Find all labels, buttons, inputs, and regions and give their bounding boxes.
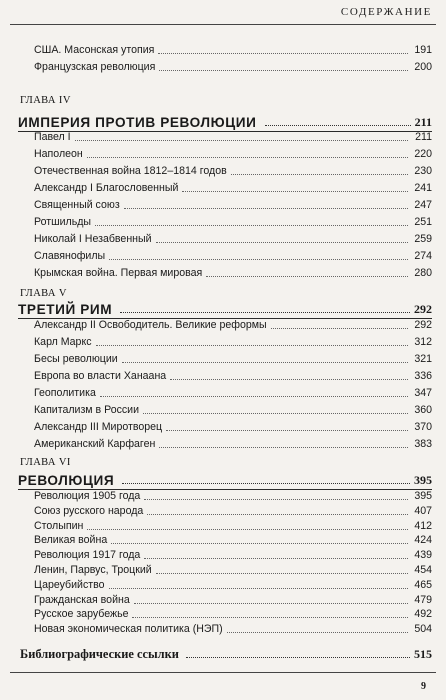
leader-dots <box>111 542 408 544</box>
toc-entry-page: 259 <box>414 233 432 245</box>
leader-dots <box>265 124 411 126</box>
toc-entry-page: 280 <box>414 267 432 279</box>
toc-entry <box>34 229 432 246</box>
leader-dots <box>95 224 408 226</box>
toc-entry <box>34 383 432 400</box>
toc-entry <box>34 144 432 161</box>
toc-entry-title: Французская революция <box>34 61 156 73</box>
toc-entry <box>34 263 432 280</box>
leader-dots <box>156 241 408 243</box>
toc-entry-page: 360 <box>414 404 432 416</box>
leader-dots <box>147 513 408 515</box>
toc-entry-page: 347 <box>414 387 432 399</box>
toc-entry <box>34 332 432 349</box>
toc-entry <box>34 434 432 451</box>
toc-entry-title: США. Масонская утопия <box>34 44 155 56</box>
toc-entry-title: Карл Маркс <box>34 336 92 348</box>
chapter-page: 211 <box>414 115 432 129</box>
toc-entry-page: 191 <box>414 44 432 56</box>
toc-entry <box>34 40 432 57</box>
toc-entry-page: 383 <box>414 438 432 450</box>
toc-entry-page: 407 <box>414 504 432 517</box>
leader-dots <box>122 482 410 484</box>
toc-entry <box>34 400 432 417</box>
toc-entry <box>34 315 432 332</box>
toc-entry-title: Ротшильды <box>34 216 92 228</box>
toc-entry-page: 424 <box>414 534 432 547</box>
bibliography-entry <box>20 644 432 662</box>
toc-entry-title: Европа во власти Ханаана <box>34 370 167 382</box>
toc-entry-page: 439 <box>414 549 432 562</box>
toc-entry-title: Революция 1917 года <box>34 549 141 562</box>
toc-entry-title: Ленин, Парвус, Троцкий <box>34 564 152 576</box>
toc-entry <box>34 417 432 434</box>
footer-rule <box>10 672 436 673</box>
leader-dots <box>231 173 408 175</box>
toc-entry-title: Капитализм в России <box>34 404 140 416</box>
toc-entry-page: 312 <box>414 336 432 348</box>
leader-dots <box>132 616 408 618</box>
leader-dots <box>271 327 408 329</box>
toc-entry-page: 454 <box>414 564 432 576</box>
toc-entry-title: Союз русского народа <box>34 504 144 517</box>
leader-dots <box>143 412 408 414</box>
toc-entry <box>34 127 432 144</box>
leader-dots <box>96 344 409 346</box>
toc-entry-page: 370 <box>414 421 432 433</box>
leader-dots <box>122 361 408 363</box>
leader-dots <box>166 429 408 431</box>
toc-entry-page: 492 <box>414 608 432 621</box>
chapter-page: 292 <box>414 302 432 316</box>
toc-entry-title: Революция 1905 года <box>34 490 141 502</box>
toc-entry-page: 241 <box>414 182 432 194</box>
leader-dots <box>144 498 408 500</box>
leader-dots <box>159 446 408 448</box>
toc-entry-title: Геополитика <box>34 387 96 399</box>
toc-entry-page: 211 <box>415 131 432 143</box>
leader-dots <box>120 311 410 313</box>
toc-entry-title: Александр II Освободитель. Великие реформы <box>34 319 267 331</box>
leader-dots <box>227 631 408 633</box>
toc-entry-page: 412 <box>414 519 432 532</box>
toc-entry-page: 292 <box>414 319 432 331</box>
toc-entry-title: Столыпин <box>34 519 84 532</box>
toc-entry-page: 230 <box>414 165 432 177</box>
chapter-title <box>18 468 432 488</box>
toc-entry <box>34 161 432 178</box>
toc-entry-title: Александр I Благословенный <box>34 182 179 194</box>
toc-entry-title: Великая война <box>34 534 108 547</box>
chapter-page: 395 <box>414 473 432 487</box>
bibliography-title: Библиографические ссылки <box>20 647 179 661</box>
toc-entry-title: Павел I <box>34 131 71 143</box>
leader-dots <box>158 52 408 54</box>
toc-entry-page: 504 <box>414 623 432 636</box>
leader-dots <box>109 587 409 589</box>
leader-dots <box>186 656 410 658</box>
toc-entry-page: 251 <box>414 216 432 228</box>
toc-entry-page: 479 <box>414 593 432 606</box>
leader-dots <box>124 207 408 209</box>
toc-entry-title: Крымская война. Первая мировая <box>34 267 203 279</box>
chapter-title-text: ИМПЕРИЯ ПРОТИВ РЕВОЛЮЦИИ <box>18 115 257 130</box>
chapter-label: ГЛАВА V <box>20 288 67 299</box>
toc-entry-title: Священный союз <box>34 199 120 211</box>
toc-entry-page: 395 <box>414 490 432 502</box>
toc-entry-title: Николай I Незабвенный <box>34 233 152 245</box>
toc-entry-page: 465 <box>414 578 432 591</box>
toc-entry-title: Цареубийство <box>34 578 105 591</box>
leader-dots <box>100 395 408 397</box>
toc-entry-title: Гражданская война <box>34 593 130 606</box>
header-rule <box>10 24 436 25</box>
page-number: 9 <box>421 681 426 692</box>
leader-dots <box>109 258 408 260</box>
toc-entry-title: Славянофилы <box>34 250 106 262</box>
bibliography-page: 515 <box>414 647 432 661</box>
toc-entry <box>34 619 432 636</box>
toc-entry-title: Наполеон <box>34 148 83 160</box>
leader-dots <box>75 139 408 141</box>
chapter-label: ГЛАВА IV <box>20 95 71 106</box>
toc-entry-title: Бесы революции <box>34 353 118 365</box>
leader-dots <box>134 602 408 604</box>
leader-dots <box>156 572 408 574</box>
toc-entry-title: Отечественная война 1812–1814 годов <box>34 165 227 177</box>
chapter-title-text: ТРЕТИЙ РИМ <box>18 302 113 317</box>
leader-dots <box>206 275 408 277</box>
chapter-label: ГЛАВА VI <box>20 457 71 468</box>
toc-entry-title: Новая экономическая политика (НЭП) <box>34 623 223 636</box>
leader-dots <box>182 190 408 192</box>
toc-entry-title: Американский Карфаген <box>34 438 156 450</box>
toc-entry-page: 274 <box>414 250 432 262</box>
toc-entry-page: 220 <box>414 148 432 160</box>
toc-entry <box>34 212 432 229</box>
toc-entry <box>34 178 432 195</box>
toc-entry-title: Русское зарубежье <box>34 608 129 621</box>
toc-entry-title: Александр III Миротворец <box>34 421 163 433</box>
leader-dots <box>170 378 408 380</box>
leader-dots <box>144 557 408 559</box>
toc-entry <box>34 195 432 212</box>
toc-entry <box>34 57 432 74</box>
leader-dots <box>87 528 408 530</box>
toc-entry-page: 321 <box>414 353 432 365</box>
toc-entry-page: 336 <box>414 370 432 382</box>
toc-entry <box>34 349 432 366</box>
toc-entry-page: 247 <box>414 199 432 211</box>
chapter-title <box>18 297 432 317</box>
toc-entry-page: 200 <box>414 61 432 73</box>
leader-dots <box>87 156 408 158</box>
chapter-title-text: РЕВОЛЮЦИЯ <box>18 473 115 488</box>
running-head: СОДЕРЖАНИЕ <box>340 6 432 18</box>
leader-dots <box>159 69 408 71</box>
toc-entry <box>34 366 432 383</box>
toc-entry <box>34 246 432 263</box>
